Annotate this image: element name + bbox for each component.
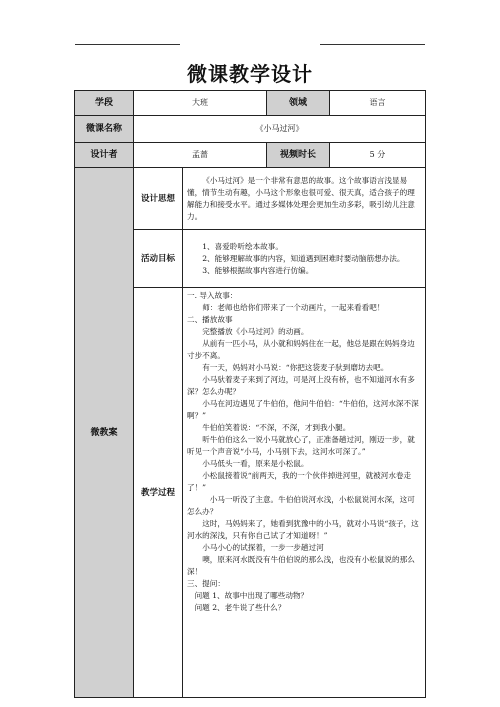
process-line: 师：老师也给你们带来了一个动画片，一起来看看吧！ [202,303,385,312]
process-line: 小马在河边遇见了牛伯伯，他问牛伯伯：“牛伯伯，这河水深不深啊？” [187,399,419,420]
row-stage [75,91,426,116]
row-designer [75,143,426,168]
label-duration: 视频时长 [267,143,330,168]
row-course-name [75,116,426,143]
value-stage: 大班 [134,91,267,116]
process-line: 噢，原来河水既没有牛伯伯说的那么浅，也没有小松鼠说的那么深！ [187,555,415,576]
process-line: 小松鼠接着说“前两天，我的一个伙伴掉进河里，就被河水卷走了！” [187,471,412,492]
process-line: 问题 1、故事中出现了哪些动物？ [194,591,309,600]
label-design-idea: 设计思想 [134,168,183,230]
goal-item: 3、能够根据故事内容进行仿编。 [202,265,314,275]
header-rule-right [320,44,425,45]
label-designer: 设计者 [75,143,134,168]
goal-item: 2、能够理解故事的内容，知道遇到困难时要动脑筋想办法。 [202,253,405,263]
design-idea-paragraph: 《小马过河》是一个非常有意思的故事。这个故事语言浅显易懂，情节生动有趣，小马这个形象也很可爱、很天真，适合孩子的理解能力和接受水平。通过多媒体处理会更加生动多彩，吸引幼儿注意力。 [187,175,415,221]
page-title: 微课教学设计 [187,62,313,86]
process-line: 小马低头一看，原来是小松鼠。 [202,459,309,468]
label-process: 教学过程 [134,288,183,698]
value-duration: 5 分 [330,143,426,168]
process-line: 听牛伯伯这么一说小马就放心了，正准备趟过河，刚迈一步，就听见一个声音说“小马，小马别下去，这河水可深了。” [187,435,415,456]
process-line: 完整播放《小马过河》的动画。 [202,327,309,336]
label-course-name: 微课名称 [75,116,134,143]
label-stage: 学段 [75,91,134,116]
row-design-idea [75,168,426,230]
value-course-name: 《小马过河》 [134,116,426,143]
process-line: 小马小心的试探着，一步一步趟过河 [202,543,324,552]
process-line: 三、提问： [187,579,225,588]
process-line: 小马驮着麦子来到了河边，可是河上没有桥，也不知道河水有多深？怎么办呢？ [187,375,415,396]
process-line: 有一天，妈妈对小马说：“你把这袋麦子驮到磨坊去吧。 [202,363,389,372]
goal-item: 1、喜爱聆听绘本故事。 [202,241,283,251]
design-idea-text [183,168,426,230]
label-goals: 活动目标 [134,230,183,288]
process-line: 问题 2、老牛说了些什么？ [194,603,286,612]
process-line: 一. 导入故事： [187,291,238,300]
value-designer: 孟蔷 [134,143,267,168]
process-line: 这时，马妈妈来了，她看到犹豫中的小马，就对小马说“孩子，这河水的深浅，只有你自己试了才知道呀！” [187,519,419,540]
process-line: 二、播放故事 [187,315,233,324]
header-rule-left [75,44,180,45]
label-field: 领域 [267,91,330,116]
lesson-table [74,90,426,698]
label-micro-plan: 微教案 [75,168,134,698]
process-line: 小马一听没了主意。牛伯伯说河水浅，小松鼠说河水深，这可怎么办？ [187,495,415,516]
goals-text [183,230,426,288]
value-field: 语言 [330,91,426,116]
process-text [183,288,426,698]
process-line: 牛伯伯笑着说：“不深，不深，才到我小腿。 [202,423,351,432]
process-line: 从前有一匹小马，从小就和妈妈住在一起，他总是跟在妈妈身边寸步不离。 [187,339,415,360]
